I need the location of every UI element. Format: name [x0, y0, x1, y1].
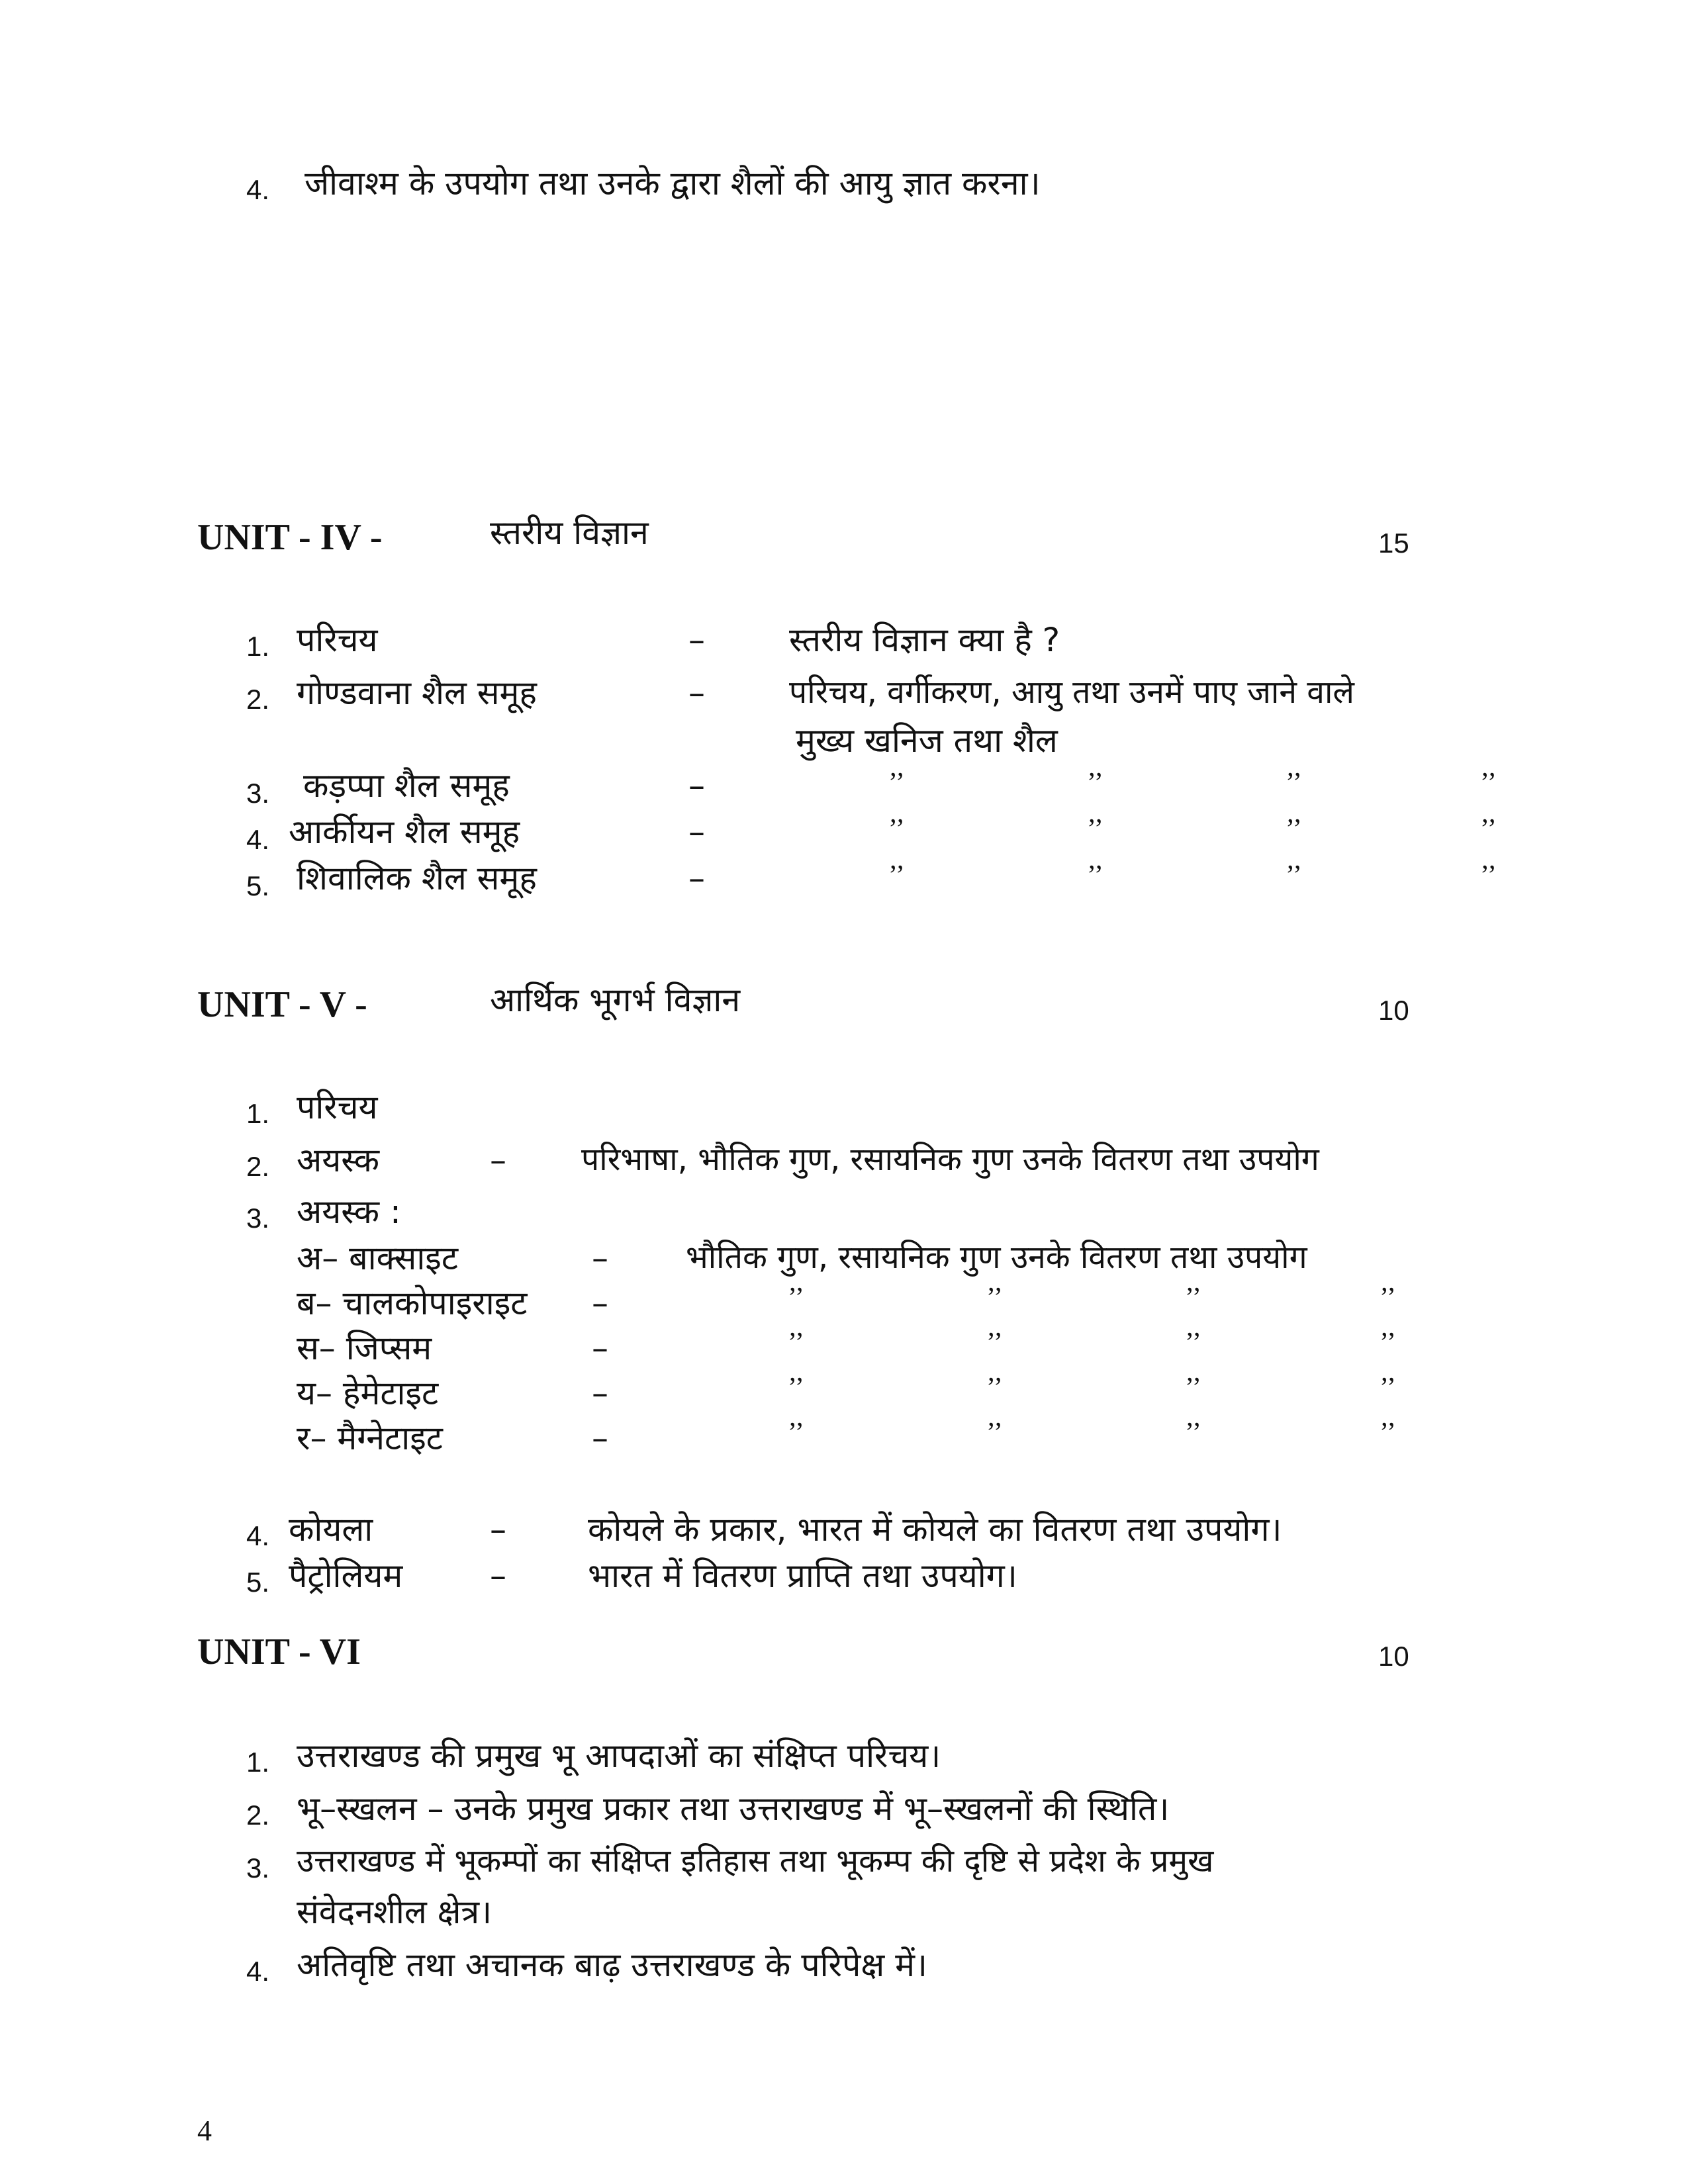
unit4-item-3-number: 3. — [246, 778, 270, 809]
unit5-sub-d-ditto-2: ’’ — [986, 1373, 1003, 1403]
unit4-item-4-number: 4. — [246, 824, 270, 855]
unit4-item-2-desc-line2: मुख्य खनिज तथा शैल — [796, 721, 1058, 760]
unit4-item-3-dash: – — [688, 766, 705, 805]
unit6-item-1-text: उत्तराखण्ड की प्रमुख भू आपदाओं का संक्षिप्त परिचय। — [297, 1737, 941, 1775]
unit4-item-3-text: कड़प्पा शैल समूह — [303, 766, 510, 805]
unit4-item-4-dash: – — [688, 813, 705, 851]
unit5-sub-e-ditto-2: ’’ — [986, 1418, 1003, 1448]
unit5-sub-e-ditto-4: ’’ — [1380, 1418, 1396, 1448]
unit5-item-1-number: 1. — [246, 1098, 270, 1129]
unit4-item-5-ditto-1: ’’ — [888, 860, 905, 891]
unit6-item-3-text: उत्तराखण्ड में भूकम्पों का संक्षिप्त इतिहास तथा भूकम्प की दृष्टि से प्रदेश के प्रमुख — [297, 1843, 1214, 1880]
unit5-sub-c-ditto-2: ’’ — [986, 1328, 1003, 1358]
unit5-item-4-number: 4. — [246, 1520, 270, 1551]
unit5-sub-c-ditto-1: ’’ — [788, 1328, 804, 1358]
top-item-text: जीवाश्म के उपयोग तथा उनके द्वारा शैलों की आयु ज्ञात करना। — [305, 164, 1041, 203]
unit4-item-2-text: गोण्डवाना शैल समूह — [297, 674, 537, 712]
unit5-sub-e-text: र– मैग्नेटाइट — [297, 1419, 443, 1457]
unit5-sub-d-ditto-1: ’’ — [788, 1373, 804, 1403]
unit4-item-5-ditto-4: ’’ — [1480, 860, 1497, 891]
unit5-item-5-number: 5. — [246, 1567, 270, 1598]
unit5-item-2-number: 2. — [246, 1151, 270, 1182]
unit4-item-5-text: शिवालिक शैल समूह — [297, 859, 537, 897]
unit5-sub-b-ditto-2: ’’ — [986, 1283, 1003, 1313]
top-item-number: 4. — [246, 174, 270, 205]
unit5-sub-d-text: य– हेमेटाइट — [297, 1374, 439, 1412]
unit4-item-1-dash: – — [688, 621, 705, 659]
unit5-sub-d-ditto-3: ’’ — [1185, 1373, 1201, 1403]
unit4-item-4-ditto-1: ’’ — [888, 814, 905, 844]
unit6-marks: 10 — [1378, 1641, 1409, 1672]
unit5-sub-a-dash: – — [592, 1239, 608, 1277]
unit6-item-1-number: 1. — [246, 1747, 270, 1778]
page-number: 4 — [197, 2115, 212, 2147]
unit4-item-5-dash: – — [688, 859, 705, 897]
unit4-title: स्तरीय विज्ञान — [490, 514, 649, 552]
unit5-sub-c-dash: – — [592, 1329, 608, 1367]
unit5-item-4-dash: – — [490, 1510, 506, 1549]
unit5-sub-e-dash: – — [592, 1419, 608, 1457]
unit6-item-4-number: 4. — [246, 1956, 270, 1987]
unit4-item-4-text: आर्कीयन शैल समूह — [289, 813, 520, 851]
unit5-sub-a-text: अ– बाक्साइट — [297, 1239, 459, 1277]
unit5-sub-b-dash: – — [592, 1284, 608, 1322]
unit6-item-3-number: 3. — [246, 1852, 270, 1884]
unit4-item-5-ditto-2: ’’ — [1087, 860, 1103, 891]
unit5-sub-d-dash: – — [592, 1374, 608, 1412]
unit4-item-4-ditto-2: ’’ — [1087, 814, 1103, 844]
unit5-item-5-text: पैट्रोलियम — [289, 1557, 403, 1595]
unit4-item-3-ditto-2: ’’ — [1087, 768, 1103, 798]
unit6-item-2-text: भू–स्खलन – उनके प्रमुख प्रकार तथा उत्तराखण्ड में भू–स्खलनों की स्थिति। — [297, 1790, 1170, 1828]
unit5-item-1-text: परिचय — [297, 1088, 378, 1126]
unit4-item-2-number: 2. — [246, 684, 270, 715]
unit5-item-4-text: कोयला — [289, 1510, 373, 1549]
unit4-item-1-desc: स्तरीय विज्ञान क्या है ? — [789, 621, 1060, 659]
unit4-item-1-text: परिचय — [297, 621, 378, 659]
unit5-title: आर्थिक भूगर्भ विज्ञान — [490, 981, 741, 1019]
unit5-item-2-dash: – — [490, 1141, 506, 1179]
unit5-sub-b-ditto-4: ’’ — [1380, 1283, 1396, 1313]
unit5-sub-e-ditto-1: ’’ — [788, 1418, 804, 1448]
unit5-sub-b-text: ब– चालकोपाइराइट — [297, 1284, 528, 1322]
unit5-sub-c-ditto-3: ’’ — [1185, 1328, 1201, 1358]
unit6-item-2-number: 2. — [246, 1799, 270, 1831]
unit5-sub-e-ditto-3: ’’ — [1185, 1418, 1201, 1448]
unit5-item-4-desc: कोयले के प्रकार, भारत में कोयले का वितरण तथा उपयोग। — [588, 1510, 1282, 1549]
unit4-item-1-number: 1. — [246, 631, 270, 662]
unit4-item-4-ditto-3: ’’ — [1286, 814, 1302, 844]
unit5-item-3-text: अयस्क : — [297, 1193, 401, 1231]
unit5-sub-d-ditto-4: ’’ — [1380, 1373, 1396, 1403]
unit4-marks: 15 — [1378, 527, 1409, 559]
unit5-sub-b-ditto-1: ’’ — [788, 1283, 804, 1313]
unit5-item-5-desc: भारत में वितरण प्राप्ति तथा उपयोग। — [588, 1557, 1017, 1595]
unit4-item-3-ditto-4: ’’ — [1480, 768, 1497, 798]
unit5-sub-b-ditto-3: ’’ — [1185, 1283, 1201, 1313]
unit4-item-5-ditto-3: ’’ — [1286, 860, 1302, 891]
unit6-item-4-text: अतिवृष्टि तथा अचानक बाढ़ उत्तराखण्ड के परिपेक्ष में। — [297, 1946, 928, 1984]
unit5-item-5-dash: – — [490, 1557, 506, 1595]
unit5-item-3-number: 3. — [246, 1203, 270, 1234]
unit4-item-3-ditto-3: ’’ — [1286, 768, 1302, 798]
unit5-label: UNIT - V - — [197, 984, 367, 1025]
unit4-item-3-ditto-1: ’’ — [888, 768, 905, 798]
unit5-item-2-text: अयस्क — [297, 1141, 380, 1179]
unit4-label: UNIT - IV - — [197, 517, 383, 558]
unit5-sub-c-ditto-4: ’’ — [1380, 1328, 1396, 1358]
unit4-item-2-desc: परिचय, वर्गीकरण, आयु तथा उनमें पाए जाने वाले — [789, 674, 1354, 711]
unit5-sub-c-text: स– जिप्सम — [297, 1329, 432, 1367]
unit6-item-3-text-line2: संवेदनशील क्षेत्र। — [297, 1893, 492, 1931]
unit5-item-2-desc: परिभाषा, भौतिक गुण, रसायनिक गुण उनके वितरण तथा उपयोग — [581, 1141, 1319, 1178]
unit5-marks: 10 — [1378, 995, 1409, 1026]
unit4-item-2-dash: – — [688, 674, 705, 712]
unit4-item-4-ditto-4: ’’ — [1480, 814, 1497, 844]
unit4-item-5-number: 5. — [246, 870, 270, 901]
unit5-sub-a-desc: भौतिक गुण, रसायनिक गुण उनके वितरण तथा उपयोग — [686, 1239, 1307, 1276]
unit6-label: UNIT - VI — [197, 1631, 361, 1672]
